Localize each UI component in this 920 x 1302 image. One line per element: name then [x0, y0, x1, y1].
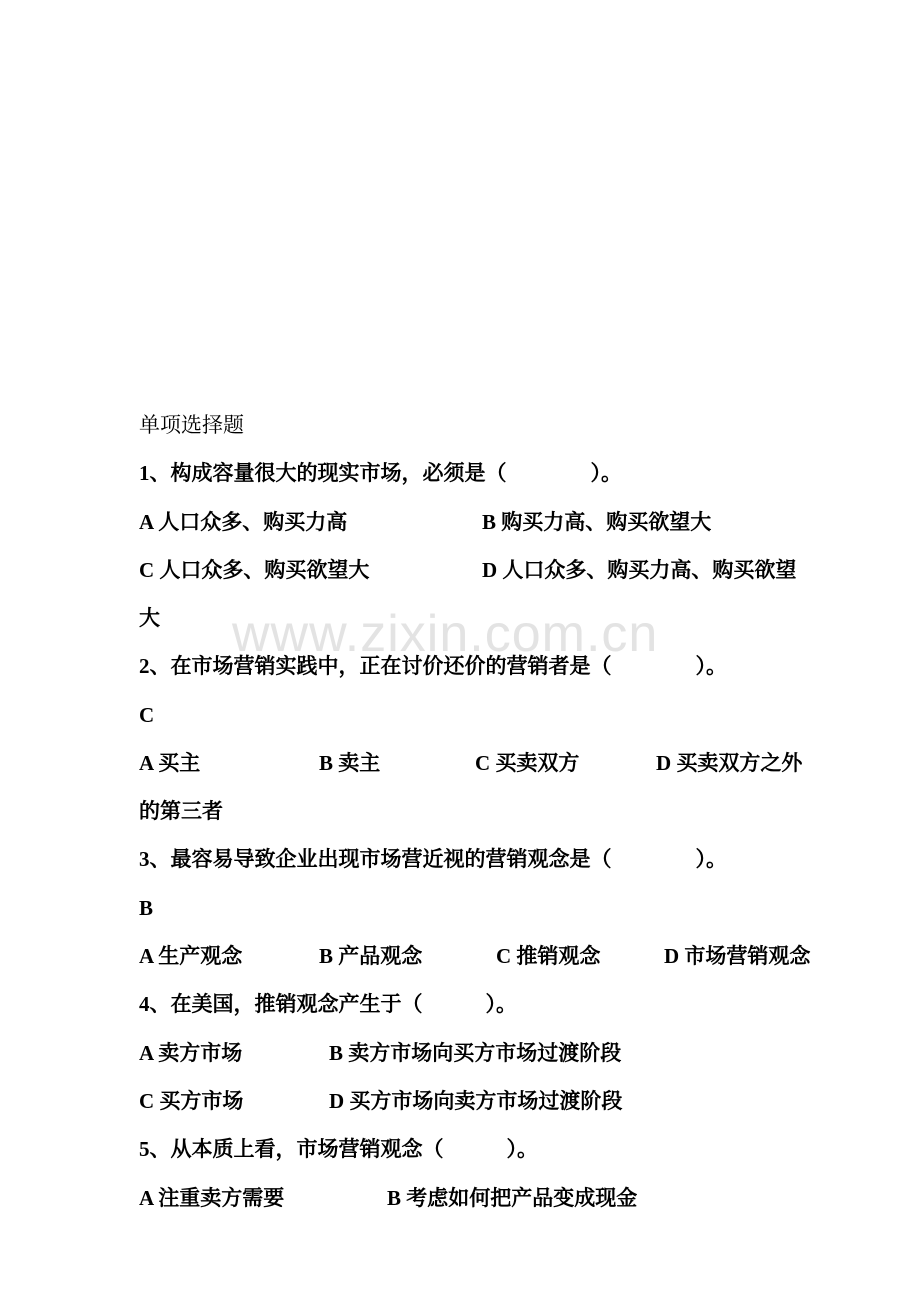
question-1-options-row-2 [139, 556, 859, 584]
question-1-option-a: A 人口众多、购买力高 [139, 510, 348, 534]
question-1-option-c: C 人口众多、购买欲望大 [139, 558, 370, 582]
question-1-option-d: D 人口众多、购买力高、购买欲望 [482, 558, 797, 582]
question-4-option-d: D 买方市场向卖方市场过渡阶段 [329, 1089, 623, 1113]
question-5-stem: 5、从本质上看，市场营销观念（ ）。 [139, 1137, 538, 1161]
question-3-option-a: A 生产观念 [139, 944, 243, 968]
question-4-option-a: A 卖方市场 [139, 1041, 243, 1065]
question-2-stem: 2、在市场营销实践中，正在讨价还价的营销者是（ ）。 [139, 654, 727, 678]
question-2-answer: C [139, 703, 155, 727]
question-4-option-b: B 卖方市场向买方市场过渡阶段 [329, 1041, 622, 1065]
question-2-options-row [139, 749, 859, 777]
question-1-option-b: B 购买力高、购买欲望大 [482, 510, 712, 534]
question-3-stem: 3、最容易导致企业出现市场营近视的营销观念是（ ）。 [139, 847, 727, 871]
question-1-option-d-wrap: 大 [139, 606, 160, 630]
section-title: 单项选择题 [139, 413, 244, 437]
question-4-options-row-2 [139, 1087, 859, 1115]
question-2-option-c: C 买卖双方 [475, 751, 580, 775]
question-4-stem: 4、在美国，推销观念产生于（ ）。 [139, 992, 517, 1016]
question-3-option-b: B 产品观念 [319, 944, 423, 968]
question-5-option-b: B 考虑如何把产品变成现金 [387, 1186, 638, 1210]
question-3-option-c: C 推销观念 [496, 944, 601, 968]
question-1-options-row-1 [139, 508, 859, 536]
watermark-text: www.zixin.com.cn [232, 605, 659, 663]
question-2-option-a: A 买主 [139, 751, 201, 775]
question-5-options-row-1 [139, 1184, 859, 1212]
question-3-answer: B [139, 896, 154, 920]
question-2-option-d: D 买卖双方之外 [656, 751, 803, 775]
question-3-options-row [139, 942, 859, 970]
question-2-option-b: B 卖主 [319, 751, 381, 775]
question-4-options-row-1 [139, 1039, 859, 1067]
question-5-option-a: A 注重卖方需要 [139, 1186, 285, 1210]
question-2-option-d-wrap: 的第三者 [139, 799, 223, 823]
question-1-stem: 1、构成容量很大的现实市场，必须是（ ）。 [139, 461, 622, 485]
question-4-option-c: C 买方市场 [139, 1089, 244, 1113]
question-3-option-d: D 市场营销观念 [664, 944, 811, 968]
